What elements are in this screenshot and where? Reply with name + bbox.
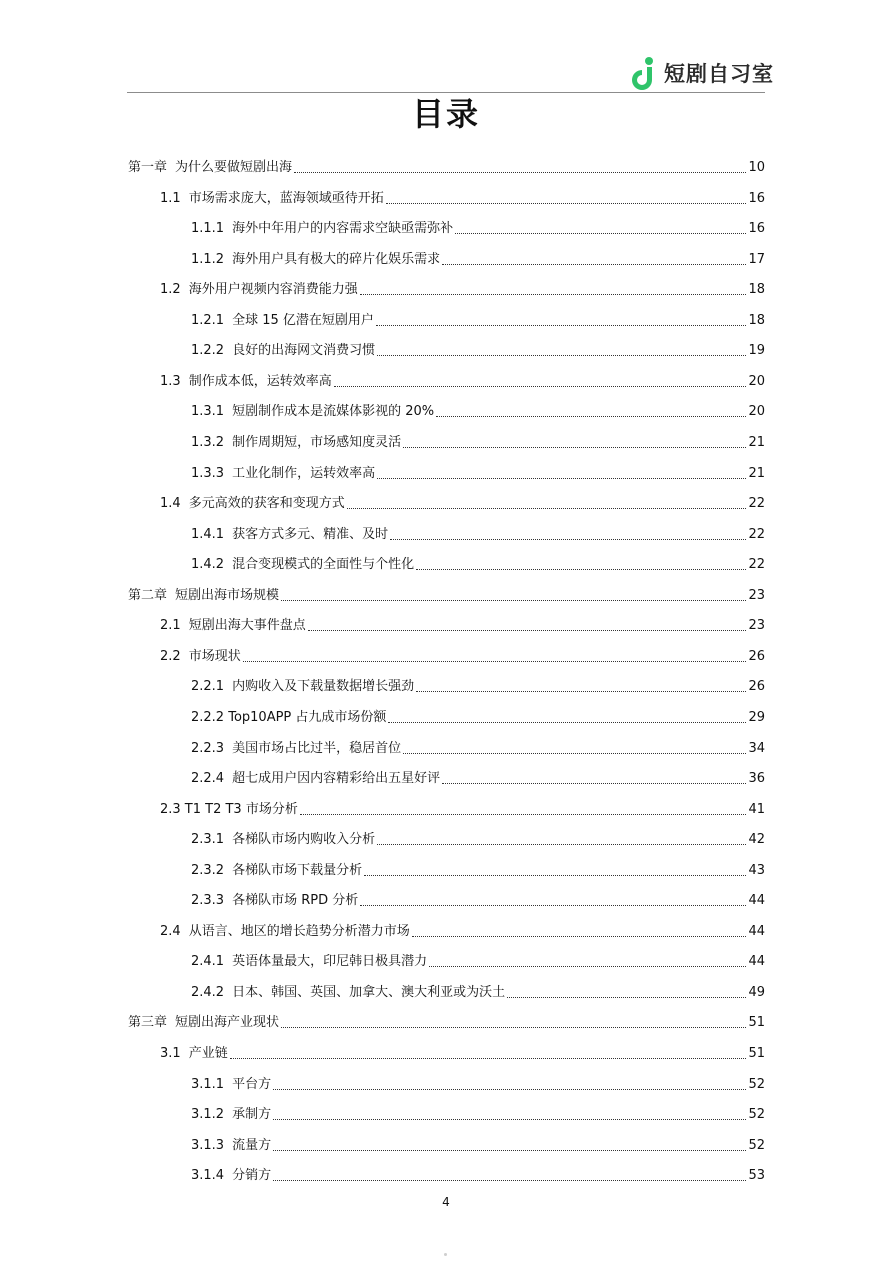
toc-entry-title: 海外用户视频内容消费能力强 (188, 282, 358, 298)
toc-entry-number: 3.1.4 (191, 1168, 225, 1184)
toc-entry[interactable] (191, 340, 765, 360)
toc-entry-page: 21 (748, 465, 765, 481)
toc-entry-title: 为什么要做短剧出海 (175, 160, 293, 175)
toc-entry-number: 2.2.3 (191, 740, 225, 756)
toc-entry-number: 3.1.1 (191, 1076, 225, 1092)
toc-entry-title: 获客方式多元、精准、及时 (232, 526, 389, 542)
toc-entry-number: 1.2 (160, 282, 181, 298)
brand-logo (628, 55, 774, 91)
toc-entry-title: 承制方 (232, 1107, 272, 1123)
toc-entry-title: 市场现状 (188, 648, 241, 664)
toc-entry[interactable] (160, 646, 765, 666)
toc-entry-title: 多元高效的获客和变现方式 (188, 496, 345, 512)
header-divider (127, 92, 765, 93)
toc-entry-number: 2.4.1 (191, 954, 225, 970)
dot-leader (273, 1089, 746, 1090)
toc-entry-number: 1.3.2 (191, 434, 225, 450)
toc-entry-number: 1.1 (160, 190, 181, 206)
toc-entry-number: 1.4.1 (191, 526, 225, 542)
toc-entry-page: 16 (748, 190, 765, 206)
toc-entry-page: 52 (748, 1076, 765, 1092)
toc-entry-title: 短剧制作成本是流媒体影视的 20% (232, 404, 435, 420)
toc-entry-page: 20 (748, 404, 765, 420)
toc-entry-number: 2.3.1 (191, 832, 225, 848)
toc-entry[interactable] (160, 188, 765, 208)
toc-entry[interactable] (191, 738, 765, 758)
toc-entry[interactable] (160, 493, 765, 513)
toc-entry-page: 26 (748, 648, 765, 664)
dot-leader (412, 936, 747, 937)
toc-entry-title: 平台方 (232, 1076, 272, 1092)
toc-entry-title: 海外中年用户的内容需求空缺亟需弥补 (232, 221, 454, 237)
toc-entry-number: 第一章 (128, 160, 168, 175)
toc-entry[interactable] (128, 585, 765, 605)
dot-leader (388, 722, 746, 723)
dot-leader (360, 294, 747, 295)
toc-entry-title: 短剧出海市场规模 (175, 587, 280, 603)
dot-leader (377, 844, 746, 845)
toc-entry-title: 英语体量最大，印尼韩日极具潜力 (232, 954, 428, 970)
dot-leader (403, 753, 746, 754)
toc-entry-title: 制作成本低，运转效率高 (188, 373, 332, 389)
toc-entry-number: 1.1.2 (191, 251, 225, 267)
toc-entry-page: 44 (748, 923, 765, 939)
toc-entry-number: 2.2.1 (191, 679, 225, 695)
toc-entry[interactable] (191, 310, 765, 330)
toc-entry[interactable] (191, 951, 765, 971)
toc-entry-page: 16 (748, 221, 765, 237)
toc-entry-title: 内购收入及下载量数据增长强劲 (232, 679, 415, 695)
toc-entry-title: 短剧出海大事件盘点 (188, 618, 306, 634)
toc-entry-number: 2.3.2 (191, 862, 225, 878)
toc-entry-page: 23 (748, 587, 765, 603)
dot-leader (347, 508, 747, 509)
toc-entry-page: 36 (748, 771, 765, 786)
dot-leader (334, 386, 747, 387)
toc-entry-title: 各梯队市场下载量分析 (232, 862, 363, 878)
toc-entry[interactable] (191, 554, 765, 574)
toc-entry-page: 42 (748, 832, 765, 848)
toc-entry-title: 超七成用户因内容精彩给出五星好评 (232, 771, 441, 786)
toc-entry-page: 23 (748, 618, 765, 634)
toc-entry[interactable] (191, 860, 765, 880)
dot-leader (416, 691, 746, 692)
toc-entry[interactable] (160, 799, 765, 819)
dot-leader (273, 1150, 746, 1151)
toc-entry[interactable] (191, 1165, 765, 1185)
toc-entry-page: 21 (748, 434, 765, 450)
toc-entry[interactable] (191, 829, 765, 849)
toc-entry[interactable] (191, 890, 765, 910)
toc-entry-page: 17 (748, 251, 765, 267)
dot-leader (377, 355, 746, 356)
toc-entry-title: 海外用户具有极大的碎片化娱乐需求 (232, 251, 441, 267)
toc-entry-number: 2.2.4 (191, 771, 225, 786)
toc-entry[interactable] (160, 921, 765, 941)
decorative-dot (444, 1253, 447, 1256)
toc-entry-page: 10 (748, 160, 765, 175)
toc-entry-page: 41 (748, 801, 765, 817)
dot-leader (364, 875, 746, 876)
toc-entry-number: 1.4 (160, 496, 181, 512)
toc-entry-number: 2.4.2 (191, 984, 225, 1000)
toc-entry-number: 2.4 (160, 923, 181, 939)
dot-leader (403, 447, 746, 448)
dot-leader (230, 1058, 747, 1059)
toc-entry-number: 1.2.2 (191, 343, 225, 359)
page-title: 目录 (411, 95, 480, 133)
dot-leader (377, 478, 746, 479)
toc-entry-page: 26 (748, 679, 765, 695)
toc-entry[interactable] (191, 1104, 765, 1124)
toc-entry-page: 52 (748, 1107, 765, 1123)
toc-entry-number: 1.1.1 (191, 221, 225, 237)
toc-entry-page: 51 (748, 1046, 765, 1061)
dot-leader (308, 630, 747, 631)
toc-entry-number: 2.3.3 (191, 893, 225, 909)
dot-leader (442, 264, 746, 265)
dot-leader (243, 661, 747, 662)
toc-entry[interactable] (160, 371, 765, 391)
toc-entry-page: 34 (748, 740, 765, 756)
toc-entry-page: 51 (748, 1015, 765, 1031)
toc-entry-title: 良好的出海网文消费习惯 (232, 343, 376, 359)
toc-entry-number: 1.3.3 (191, 465, 225, 481)
toc-entry-number: 1.3 (160, 373, 181, 389)
toc-entry[interactable] (191, 524, 765, 544)
toc-entry-number: 第二章 (128, 587, 168, 603)
toc-entry-title: 日本、韩国、英国、加拿大、澳大利亚或为沃土 (232, 984, 506, 1000)
logo-text: 短剧自习室 (664, 62, 774, 86)
dot-leader (455, 233, 746, 234)
toc-entry-title: 市场需求庞大，蓝海领域亟待开拓 (188, 190, 384, 206)
dot-leader (376, 325, 747, 326)
toc-entry-title: 各梯队市场 RPD 分析 (232, 893, 359, 909)
dot-leader (436, 416, 746, 417)
toc-entry-title: 2.3 T1 T2 T3 市场分析 (160, 801, 298, 817)
page-number: 4 (442, 1195, 450, 1209)
toc-entry-page: 44 (748, 893, 765, 909)
toc-entry[interactable] (191, 676, 765, 696)
toc-entry-page: 43 (748, 862, 765, 878)
toc-entry-number: 3.1.2 (191, 1107, 225, 1123)
toc-entry[interactable] (160, 1043, 765, 1063)
logo-mark-icon (628, 56, 658, 90)
toc-entry[interactable] (191, 982, 765, 1002)
dot-leader (390, 539, 746, 540)
toc-entry[interactable] (191, 432, 765, 452)
toc-entry-page: 20 (748, 373, 765, 389)
dot-leader (300, 814, 747, 815)
toc-entry[interactable] (191, 768, 765, 788)
toc-entry-title: 流量方 (232, 1137, 272, 1153)
toc-entry-title: 制作周期短，市场感知度灵活 (232, 434, 402, 450)
dot-leader (273, 1119, 746, 1120)
toc-entry-number: 2.1 (160, 618, 181, 634)
toc-entry-title: 全球 15 亿潜在短剧用户 (232, 312, 374, 328)
toc-entry[interactable] (128, 1012, 765, 1032)
toc-entry[interactable] (191, 1074, 765, 1094)
toc-entry-title: 分销方 (232, 1168, 272, 1184)
toc-entry-page: 44 (748, 954, 765, 970)
toc-entry-title: 工业化制作，运转效率高 (232, 465, 376, 481)
dot-leader (294, 172, 746, 173)
dot-leader (429, 966, 746, 967)
toc-entry-title: 美国市场占比过半，稳居首位 (232, 740, 402, 756)
toc-entry-title: 各梯队市场内购收入分析 (232, 832, 376, 848)
dot-leader (386, 203, 747, 204)
toc-entry[interactable] (191, 1135, 765, 1155)
toc-entry-page: 52 (748, 1137, 765, 1153)
toc-entry-title: 从语言、地区的增长趋势分析潜力市场 (188, 923, 410, 939)
toc-entry-title: 短剧出海产业现状 (175, 1015, 280, 1031)
dot-leader (442, 783, 746, 784)
toc-entry-number: 3.1 (160, 1046, 181, 1061)
dot-leader (507, 997, 746, 998)
dot-leader (281, 600, 746, 601)
dot-leader (416, 569, 746, 570)
toc-entry-page: 53 (748, 1168, 765, 1184)
toc-entry[interactable] (128, 157, 765, 177)
toc-entry-number: 1.3.1 (191, 404, 225, 420)
toc-entry-page: 19 (748, 343, 765, 359)
toc-entry-page: 29 (748, 709, 765, 725)
toc-entry-title: 产业链 (188, 1046, 228, 1061)
toc-entry[interactable] (191, 707, 765, 727)
toc-entry-number: 第三章 (128, 1015, 168, 1031)
toc-entry[interactable] (160, 615, 765, 635)
toc-entry-title: 2.2.2 Top10APP 占九成市场份额 (191, 709, 387, 725)
toc-entry-page: 22 (748, 526, 765, 542)
dot-leader (273, 1180, 746, 1181)
dot-leader (281, 1027, 746, 1028)
toc-entry-page: 49 (748, 984, 765, 1000)
toc-entry-number: 2.2 (160, 648, 181, 664)
toc-entry[interactable] (160, 279, 765, 299)
toc-entry-page: 18 (748, 312, 765, 328)
toc-entry-number: 1.2.1 (191, 312, 225, 328)
toc-entry-number: 1.4.2 (191, 557, 225, 573)
toc-entry[interactable] (191, 401, 765, 421)
toc-entry[interactable] (191, 463, 765, 483)
dot-leader (360, 905, 746, 906)
toc-entry[interactable] (191, 218, 765, 238)
toc-entry-page: 22 (748, 496, 765, 512)
toc-entry-page: 22 (748, 557, 765, 573)
toc-entry-number: 3.1.3 (191, 1137, 225, 1153)
toc-entry-title: 混合变现模式的全面性与个性化 (232, 557, 415, 573)
toc-entry-page: 18 (748, 282, 765, 298)
toc-entry[interactable] (191, 249, 765, 269)
